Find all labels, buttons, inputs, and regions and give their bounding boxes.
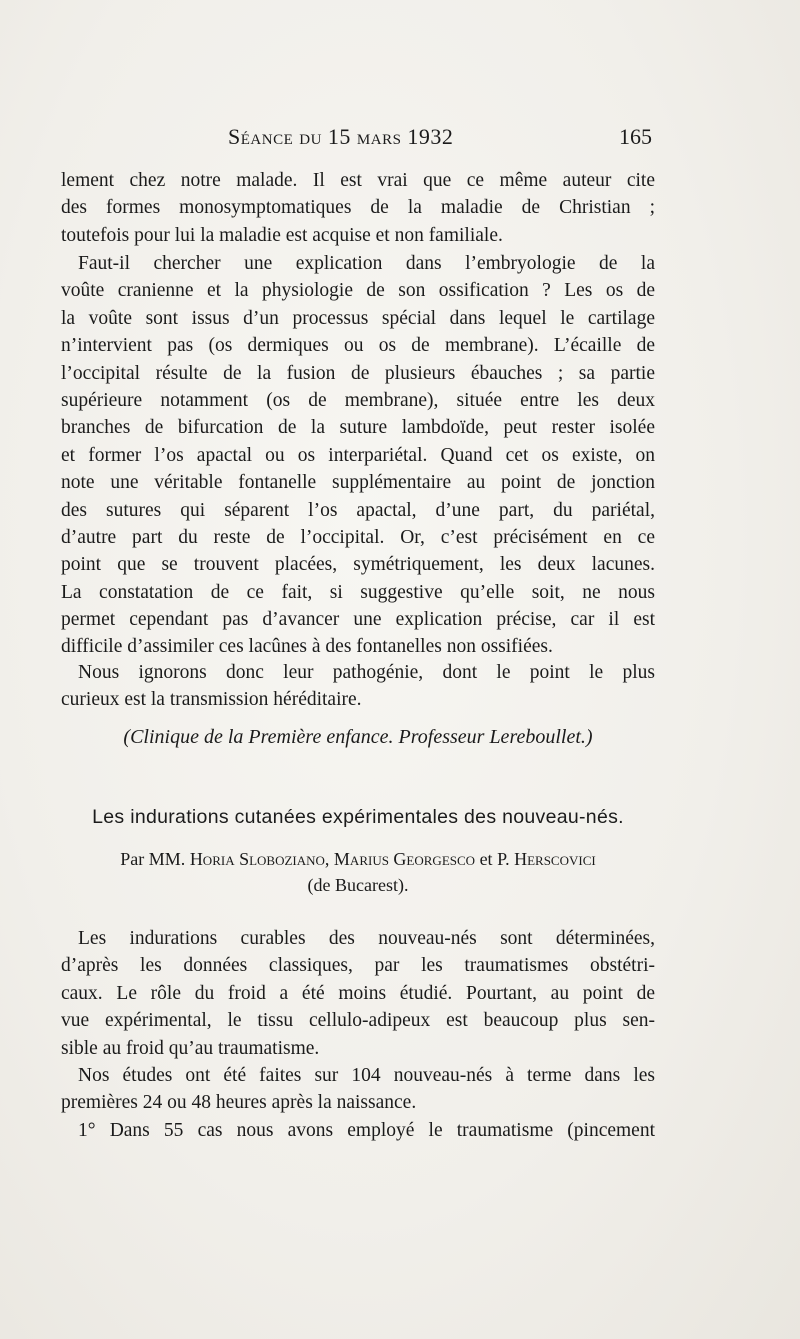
text-line: caux. Le rôle du froid a été moins étudié. Pourtant, au point de [61, 982, 655, 1004]
text-line: voûte cranienne et la physiologie de son ossification ? Les os de [61, 280, 655, 302]
text-line: La constatation de ce fait, si suggestive qu’elle soit, ne nous [61, 581, 655, 603]
text-line: l’occipital résulte de la fusion de plusieurs ébauches ; sa partie [61, 362, 655, 384]
text-line: Faut-il chercher une explication dans l’embryologie de la [78, 253, 655, 274]
text-line: et former l’os apactal ou os interpariétal. Quand cet os existe, on [61, 444, 655, 466]
author-line [61, 846, 655, 872]
continuation-paragraph [61, 167, 655, 249]
text-line: sible au froid qu’au traumatisme. [61, 1037, 320, 1059]
text-line: d’autre part du reste de l’occipital. Or, c’est précisément en ce [61, 526, 655, 548]
author-name: P. Herscovici [497, 849, 596, 869]
text-line: Nous ignorons donc leur pathogénie, dont le point le plus [78, 662, 655, 683]
text-line: branches de bifurcation de la suture lambdoïde, peut rester isolée [61, 417, 655, 439]
text-line: permet cependant pas d’avancer une explication précise, car il est [61, 609, 655, 631]
clinic-signature: (Clinique de la Première enfance. Professeur Lereboullet.) [123, 726, 593, 748]
text-line: des sutures qui séparent l’os apactal, d’une part, du pariétal, [61, 499, 655, 521]
intro-paragraph [61, 925, 655, 1062]
text-line: curieux est la transmission héréditaire. [61, 689, 362, 711]
study-paragraph [61, 1062, 655, 1117]
text-line: premières 24 ou 48 heures après la naissance. [61, 1092, 417, 1114]
running-head: Séance du 15 mars 1932 [228, 124, 454, 149]
conjunction: et [479, 849, 493, 869]
author-affiliation: (de Bucarest). [307, 875, 409, 895]
text-line: d’après les données classiques, par les traumatismes obstétri- [61, 955, 655, 977]
page-number: 165 [619, 124, 652, 149]
text-line: des formes monosymptomatiques de la maladie de Christian ; [61, 197, 655, 219]
text-line: lement chez notre malade. Il est vrai que ce même auteur cite [61, 170, 655, 191]
text-line: Les indurations curables des nouveau-nés sont déterminées, [78, 928, 655, 949]
text-line: n’intervient pas (os dermiques ou os de membrane). L’écaille de [61, 335, 655, 357]
by-label: Par MM. [120, 849, 186, 869]
article-authors [61, 846, 655, 898]
method-paragraph [61, 1117, 655, 1144]
pathogeny-paragraph [61, 659, 655, 714]
text-line: supérieure notamment (os de membrane), située entre les deux [61, 389, 655, 411]
text-line: difficile d’assimiler ces lacûnes à des fontanelles non ossifiées. [61, 636, 553, 658]
page-header [60, 124, 655, 158]
text-line: point que se trouvent placées, symétriquement, les deux lacunes. [61, 554, 655, 576]
text-line: 1° Dans 55 cas nous avons employé le traumatisme (pincement [78, 1120, 655, 1141]
text-line: la voûte sont issus d’un processus spécial dans lequel le cartilage [61, 307, 655, 329]
text-line: toutefois pour lui la maladie est acquise et non familiale. [61, 224, 503, 246]
text-line: vue expérimental, le tissu cellulo-adipeux est beaucoup plus sen- [61, 1010, 655, 1032]
embryology-paragraph [61, 250, 655, 661]
author-name: Horia Sloboziano, [189, 849, 330, 869]
author-name: Marius Georgesco [333, 849, 476, 869]
article-title: Les indurations cutanées expérimentales des nouveau-nés. [92, 806, 624, 828]
text-line: note une véritable fontanelle supplémentaire au point de jonction [61, 472, 655, 494]
text-line: Nos études ont été faites sur 104 nouveau-nés à terme dans les [78, 1065, 655, 1086]
